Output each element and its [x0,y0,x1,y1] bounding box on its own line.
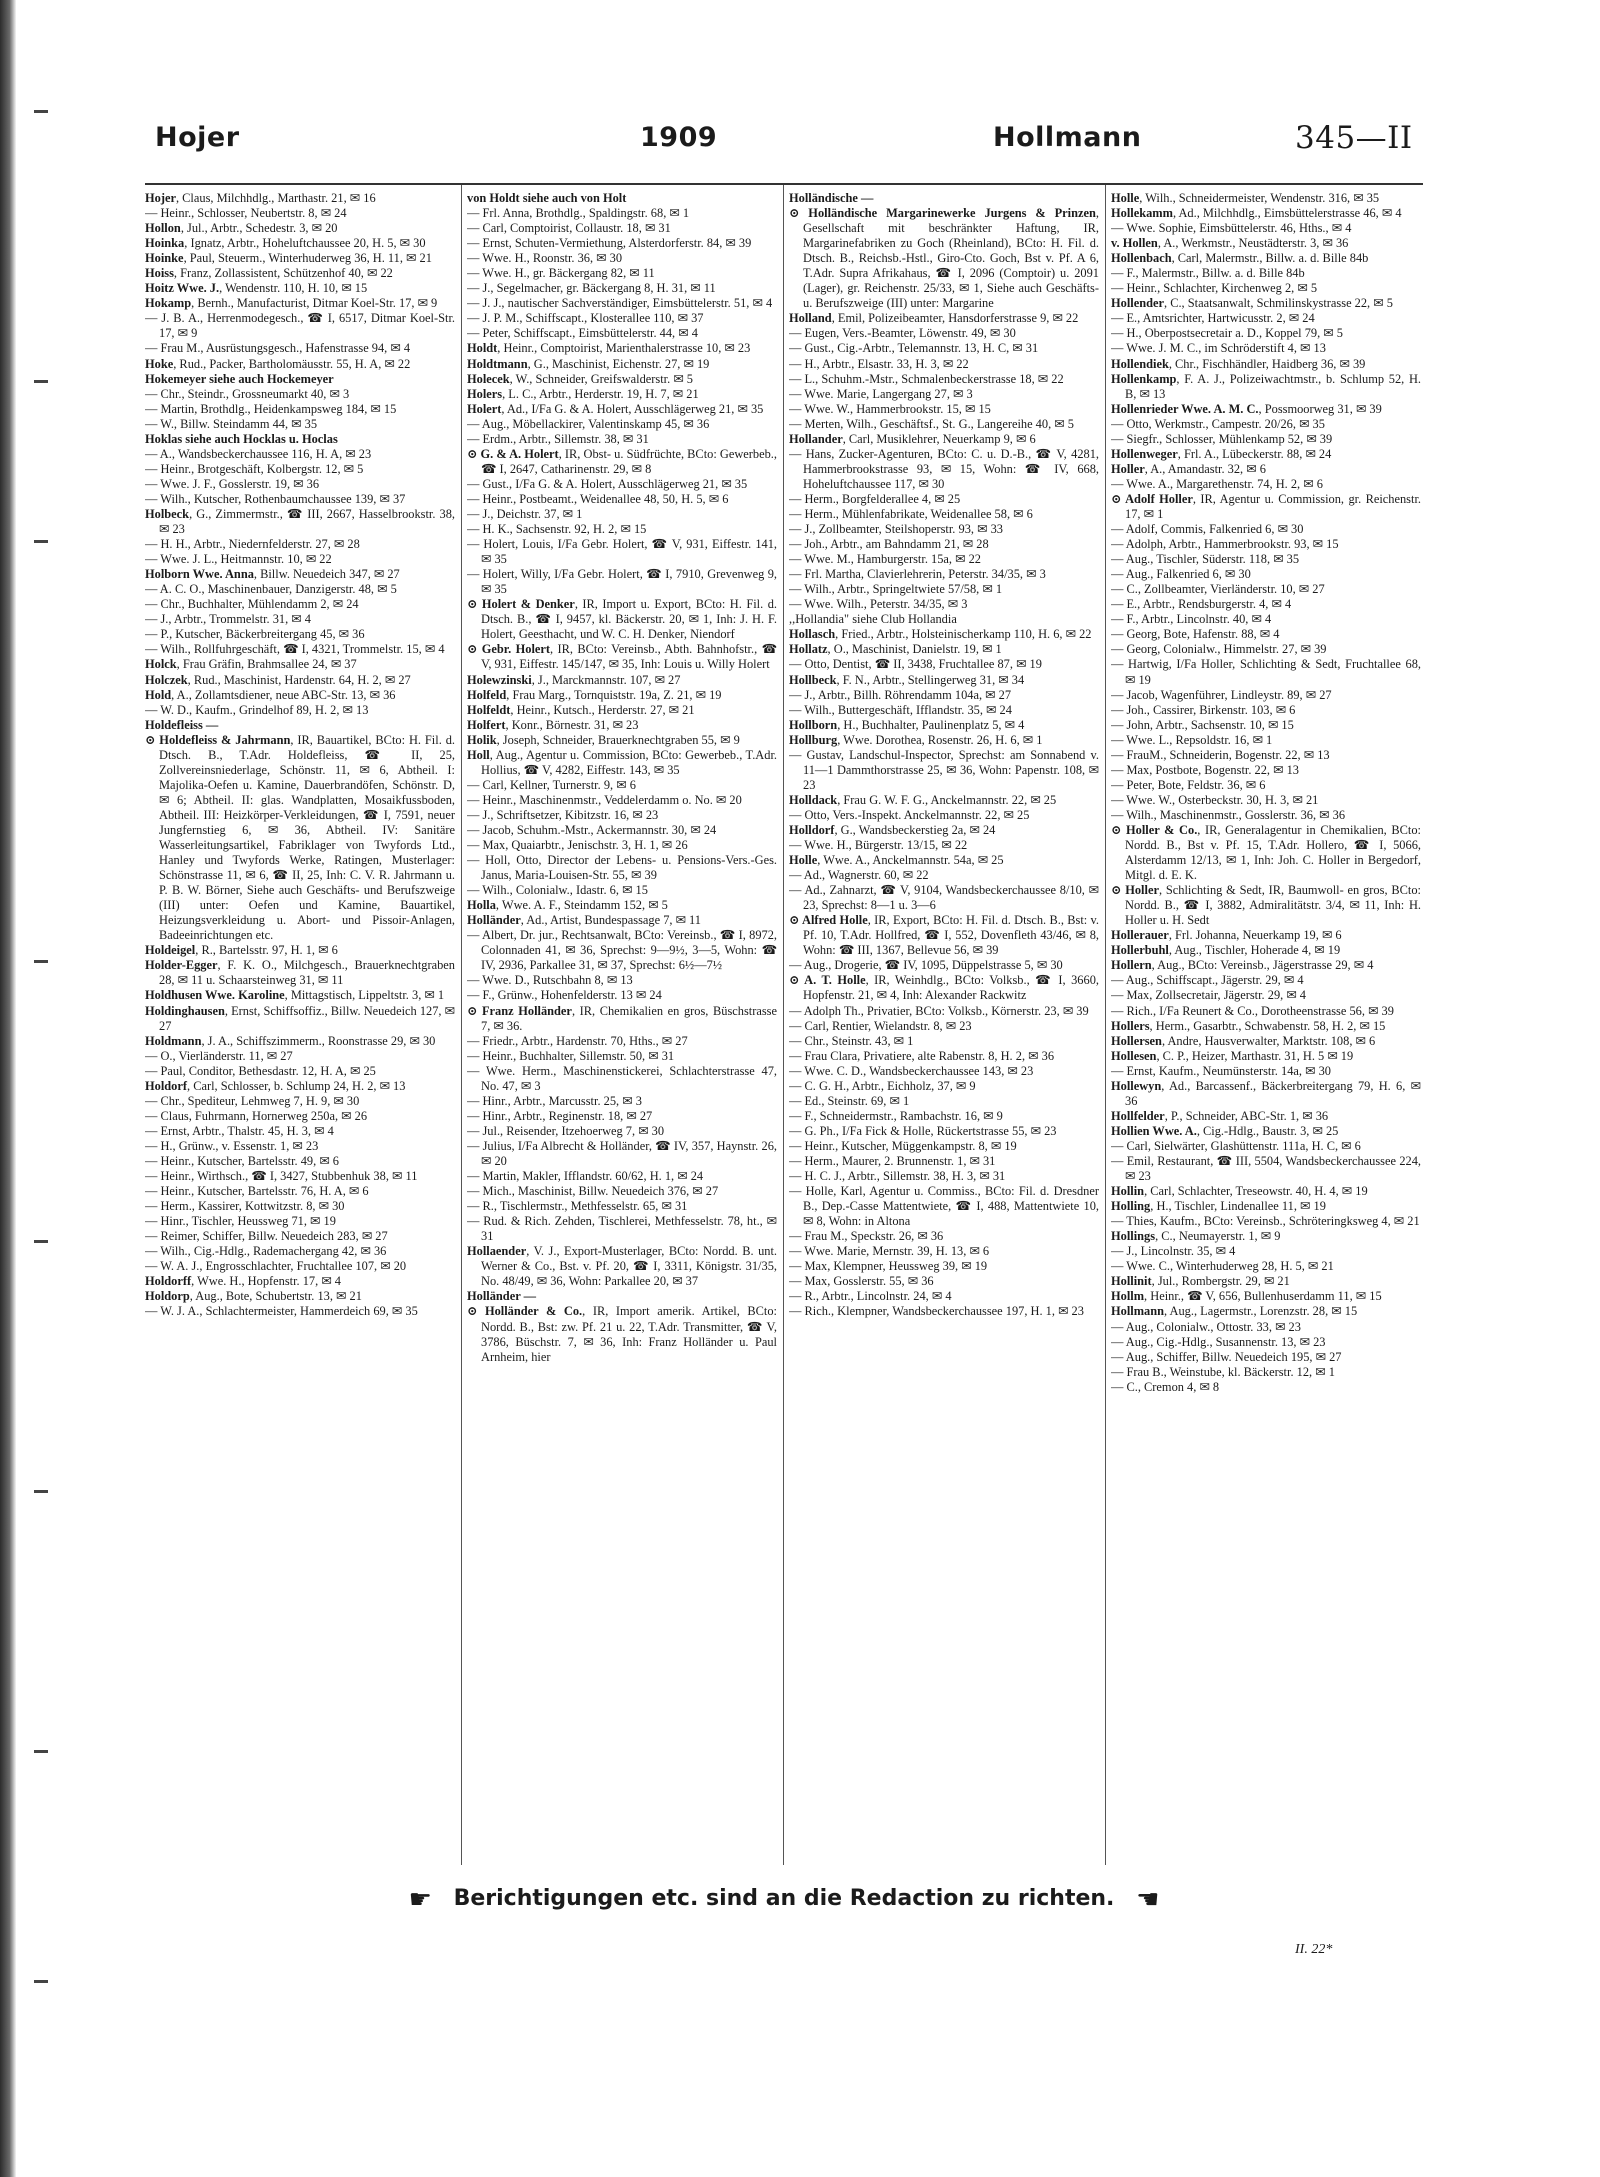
column-divider [783,185,784,1865]
directory-entry: — Holert, Louis, I/Fa Gebr. Holert, ☎ V, 931, Eiffestr. 141, ✉ 35 [467,537,777,567]
directory-entry: — Max, Quaiarbtr., Jenischstr. 3, H. 1, ✉ 26 [467,838,688,853]
directory-entry: ,,Hollandia" siehe Club Hollandia [789,612,957,627]
directory-entry: — Max, Klempner, Heussweg 39, ✉ 19 [789,1259,988,1274]
directory-entry: Holdorf, Carl, Schlosser, b. Schlump 24, H. 2, ✉ 13 [145,1078,406,1093]
directory-entry: — Emil, Restaurant, ☎ III, 5504, Wandsbeckerchaussee 224, ✉ 23 [1111,1154,1421,1184]
directory-entry: — W., Billw. Steindamm 44, ✉ 35 [145,416,318,431]
directory-entry: ⊙ Holler & Co., IR, Generalagentur in Chemikalien, BCto: Nordd. B., Bst v. Pf. 15, T.Adr. Hollero, ☎ I, 5066, Alsterdamm 12/13, ✉ 1, Inh: Joh. C. Holler in Bergedorf, Mitgl. d. E. K. [1111,822,1421,883]
directory-entry: — Aug., Schiffscapt., Jägerstr. 29, ✉ 4 [1111,973,1304,988]
directory-entry: Holfeldt, Heinr., Kutsch., Herderstr. 27, ✉ 21 [467,702,695,717]
directory-entry: — Heinr., Maschinenmstr., Veddelerdamm o. No. ✉ 20 [467,792,742,807]
directory-entry: ⊙ Holler, Schlichting & Sedt, IR, Baumwoll- en gros, BCto: Nordd. B., ☎ I, 3882, Admiralitätstr. 3/4, ✉ 11, Inh: H. Holler u. H. Sedt [1111,883,1421,928]
directory-entry: — Rich., I/Fa Reunert & Co., Dorotheenstrasse 56, ✉ 39 [1111,1003,1394,1018]
directory-entry: — O., Vierländerstr. 11, ✉ 27 [145,1048,293,1063]
directory-entry: — Aug., Schiffer, Billw. Neuedeich 195, ✉ 27 [1111,1349,1342,1364]
directory-entry: — Frl. Anna, Brothdlg., Spaldingstr. 68, ✉ 1 [467,206,690,221]
directory-entry: — Frl. Martha, Clavierlehrerin, Peterstr. 34/35, ✉ 3 [789,567,1046,582]
directory-entry: Holder-Egger, F. K. O., Milchgesch., Brauerknechtgraben 28, ✉ 11 u. Schaarsteinweg 31, ✉ 11 [145,958,455,988]
directory-entry: — J., Segelmacher, gr. Bäckergang 8, H. 31, ✉ 11 [467,281,716,296]
directory-entry: — Wwe. H., Bürgerstr. 13/15, ✉ 22 [789,838,968,853]
printer-signature: II. 22* [1295,1942,1333,1957]
directory-entry: — Herm., Maurer, 2. Brunnenstr. 1, ✉ 31 [789,1154,996,1168]
directory-entry: — Carl, Kellner, Turnerstr. 9, ✉ 6 [467,777,636,792]
directory-entry: Holewzinski, J., Marckmannstr. 107, ✉ 27 [467,672,681,687]
directory-entry: Holdeigel, R., Bartelsstr. 97, H. 1, ✉ 6 [145,943,338,958]
directory-entry: Hollbeck, F. N., Arbtr., Stellingerweg 31, ✉ 34 [789,672,1025,687]
directory-entry: ⊙ Holert & Denker, IR, Import u. Export, BCto: H. Fil. d. Dtsch. B., ☎ I, 9457, kl. Bäckerstr. 20, ✉ 1, Inh: J. H. F. Holert, Geesthacht, und W. C. H. Denker, Niendorf [467,597,777,642]
directory-entry: Holdorp, Aug., Bote, Schubertstr. 13, ✉ 21 [145,1289,362,1304]
column-4 [1111,191,1421,1861]
footer-notice [145,1885,1423,1915]
directory-entry: Holländische — [789,191,874,205]
directory-entry: Holfert, Konr., Börnestr. 31, ✉ 23 [467,717,639,732]
directory-entry: — Wwe. Wilh., Peterstr. 34/35, ✉ 3 [789,597,968,612]
directory-entry: — A., Wandsbeckerchaussee 116, H. A, ✉ 23 [145,446,372,461]
directory-entry: — John, Arbtr., Sachsenstr. 10, ✉ 15 [1111,717,1294,732]
directory-entry: — H., Arbtr., Elsastr. 33, H. 3, ✉ 22 [789,356,969,371]
directory-entry: — W. D., Kaufm., Grindelhof 89, H. 2, ✉ 13 [145,702,369,717]
directory-entry: — Heinr., Kutscher, Bartelsstr. 76, H. A, ✉ 6 [145,1184,369,1199]
directory-entry: ⊙ Franz Holländer, IR, Chemikalien en gros, Büschstrasse 7, ✉ 36. [467,1003,777,1033]
directory-entry: Hollfelder, P., Schneider, ABC-Str. 1, ✉ 36 [1111,1108,1329,1123]
directory-entry: Hollander, Carl, Musiklehrer, Neuerkamp 9, ✉ 6 [789,431,1036,446]
directory-entry: Holland, Emil, Polizeibeamter, Hansdorferstrasse 9, ✉ 22 [789,311,1079,326]
directory-entry: — Wwe. A., Margarethenstr. 74, H. 2, ✉ 6 [1111,476,1323,491]
directory-entry: Hoke, Rud., Packer, Bartholomäusstr. 55, H. A, ✉ 22 [145,356,411,371]
directory-entry: — Claus, Fuhrmann, Hornerweg 250a, ✉ 26 [145,1108,368,1123]
directory-entry: — R., Arbtr., Lincolnstr. 24, ✉ 4 [789,1289,952,1304]
directory-entry: — Wwe. Marie, Mernstr. 39, H. 13, ✉ 6 [789,1244,990,1259]
directory-entry: — Max, Zollsecretair, Jägerstr. 29, ✉ 4 [1111,988,1307,1003]
directory-entry: — Wwe. H., Roonstr. 36, ✉ 30 [467,251,623,266]
directory-entry: Hoitz Wwe. J., Wendenstr. 110, H. 10, ✉ 15 [145,281,368,296]
directory-entry: Hollender, C., Staatsanwalt, Schmilinskystrasse 22, ✉ 5 [1111,296,1393,311]
directory-entry: Hollekamm, Ad., Milchhdlg., Eimsbüttelerstrasse 46, ✉ 4 [1111,206,1402,221]
directory-entry: — Aug., Cig.-Hdlg., Susannenstr. 13, ✉ 23 [1111,1334,1326,1349]
directory-entry: — Hinr., Arbtr., Marcusstr. 25, ✉ 3 [467,1093,642,1108]
directory-entry: — Ernst, Kaufm., Neumünsterstr. 14a, ✉ 30 [1111,1063,1331,1078]
directory-entry: — Gust., Cig.-Arbtr., Telemannstr. 13, H. C, ✉ 31 [789,341,1039,356]
directory-entry: — F., Grünw., Hohenfelderstr. 13 ✉ 24 [467,988,662,1003]
directory-entry: — Heinr., Brotgeschäft, Kolbergstr. 12, ✉ 5 [145,461,364,476]
directory-entry: Hoklas siehe auch Hocklas u. Hoclas [145,431,338,446]
directory-entry: — F., Arbtr., Lincolnstr. 40, ✉ 4 [1111,612,1272,627]
directory-entry: — Aug., Tischler, Süderstr. 118, ✉ 35 [1111,552,1300,567]
directory-entry: Hollings, C., Neumayerstr. 1, ✉ 9 [1111,1229,1281,1244]
directory-entry: — H. H., Arbtr., Niedernfelderstr. 27, ✉ 28 [145,537,360,552]
directory-entry: — Wwe. J. M. C., im Schröderstift 4, ✉ 13 [1111,341,1326,356]
directory-entry: ⊙ Holländer & Co., IR, Import amerik. Artikel, BCto: Nordd. B., Bst: zw. Pf. 21 u. 22, T.Adr. Transmitter, ☎ V, 3786, Büschstr. 7, ✉ 36, Inh: Franz Holländer u. Paul Arnheim, hier [467,1304,777,1364]
directory-entry: ⊙ Holdefleiss & Jahrmann, IR, Bauartikel, BCto: H. Fil. d. Dtsch. B., T.Adr. Holdefleiss, ☎ II, 25, Zollvereinsniederlage, Schönstr. 11, ✉ 6, Abtheil. I: Majolika-Oefen u. Kamine, Dauerbrandöfen, Schönstr. D, ✉ 6; Abtheil. II: glas. Wandplatten, Mosaikfussboden, Abtheil. III: Heizkörper-Verkleidungen, ☎ I, 7591, neuer Jungfernstieg 6, ✉ 36, Abtheil. IV: Sanitäre Wasserleitungsartikel, Fabriklager von Twyfords Ltd., Hanley und Twyfords Werke, Ratingen, Musterlager: Schönstrasse 11, ✉ 6, ☎ II, 25, Inh: C. V. R. Jahrmann u. P. B. W. Börner, Siehe auch Geschäfts- und Berufszweige (III) unter: Oefen und Kamine, Bauartikel, Heizungsverkleidung u. Abort- und Pissoir-Anlagen, Badeeinrichtungen etc. [145,732,455,943]
directory-entry: Holdt, Heinr., Comptoirist, Marienthalerstrasse 10, ✉ 23 [467,341,751,356]
directory-entry: — Georg, Bote, Hafenstr. 88, ✉ 4 [1111,627,1280,642]
directory-entry: — Holl, Otto, Director der Lebens- u. Pensions-Vers.-Ges. Janus, Maria-Louisen-Str. 55, ✉ 39 [467,853,777,883]
directory-entry: — Ad., Zahnarzt, ☎ V, 9104, Wandsbeckerchaussee 8/10, ✉ 23, Sprechst: 8—1 u. 3—6 [789,883,1099,913]
directory-entry: — Wwe. C., Winterhuderweg 28, H. 5, ✉ 21 [1111,1259,1334,1274]
scan-edge [0,0,16,2177]
directory-entry: — F., Malermstr., Billw. a. d. Bille 84b [1111,266,1305,281]
column-divider [1105,185,1106,1865]
directory-entry: — Otto, Vers.-Inspekt. Anckelmannstr. 22, ✉ 25 [789,807,1030,822]
directory-entry: Hollendiek, Chr., Fischhändler, Haidberg 36, ✉ 39 [1111,356,1366,371]
directory-entry: — Wilh., Rollfuhrgeschäft, ☎ I, 4321, Trommelstr. 15, ✉ 4 [145,642,445,657]
directory-entry: Holecek, W., Schneider, Greifswalderstr. ✉ 5 [467,371,693,386]
directory-entry: — Chr., Steinstr. 43, ✉ 1 [789,1033,914,1048]
directory-entry: Holers, L. C., Arbtr., Herderstr. 19, H. 7, ✉ 21 [467,386,699,401]
directory-entry: Hokemeyer siehe auch Hockemeyer [145,371,334,386]
pointing-hand-left-icon: ☚ [1136,1885,1160,1915]
directory-entry: — Wilh., Buttergeschäft, Ifflandstr. 35, ✉ 24 [789,702,1012,717]
directory-entry: — Heinr., Wirthsch., ☎ I, 3427, Stubbenhuk 38, ✉ 11 [145,1169,418,1184]
directory-entry: — F., Schneidermstr., Rambachstr. 16, ✉ 9 [789,1108,1003,1123]
directory-entry: Holler, A., Amandastr. 32, ✉ 6 [1111,461,1266,476]
directory-entry: Hollenkamp, F. A. J., Polizeiwachtmstr., b. Schlump 52, H. B, ✉ 13 [1111,371,1421,401]
directory-entry: — Martin, Makler, Ifflandstr. 60/62, H. 1, ✉ 24 [467,1169,704,1184]
directory-entry: — Wwe. Sophie, Eimsbüttelerstr. 46, Hths., ✉ 4 [1111,221,1352,236]
directory-entry: — J., Lincolnstr. 35, ✉ 4 [1111,1244,1236,1259]
directory-entry: — Carl, Sielwärter, Glashüttenstr. 111a, H. C, ✉ 6 [1111,1138,1361,1153]
directory-entry: — Ernst, Schuten-Vermiethung, Alsterdorferstr. 84, ✉ 39 [467,236,752,251]
directory-entry: — Carl, Rentier, Wielandstr. 8, ✉ 23 [789,1018,972,1033]
directory-entry: Holert, Ad., I/Fa G. & A. Holert, Ausschlägerweg 21, ✉ 35 [467,401,764,416]
directory-entry: — Frau M., Speckstr. 26, ✉ 36 [789,1229,944,1244]
directory-entry: Holländer — [467,1289,536,1304]
directory-entry: Hollaender, V. J., Export-Musterlager, BCto: Nordd. B. unt. Werner & Co., Bst. v. Pf. 20, ☎ I, 3311, Königstr. 31/35, No. 48/49, ✉ 36, Wohn: Parkallee 20, ✉ 37 [467,1244,777,1289]
directory-entry: — Wilh., Cig.-Hdlg., Rademachergang 42, ✉ 36 [145,1244,387,1259]
directory-entry: — Gust., I/Fa G. & A. Holert, Ausschlägerweg 21, ✉ 35 [467,476,748,491]
directory-entry: — Joh., Arbtr., am Bahndamm 21, ✉ 28 [789,537,989,552]
directory-entry: — Wwe. Marie, Langergang 27, ✉ 3 [789,386,973,401]
directory-entry: — Wwe. M., Hamburgerstr. 15a, ✉ 22 [789,552,981,567]
directory-entry: — Rich., Klempner, Wandsbeckerchaussee 197, H. 1, ✉ 23 [789,1304,1084,1319]
directory-entry: ⊙ G. & A. Holert, IR, Obst- u. Südfrüchte, BCto: Gewerbeb., ☎ I, 2647, Catharinenstr. 29, ✉ 8 [467,446,777,476]
directory-entry: Hollesen, C. P., Heizer, Marthastr. 31, H. 5 ✉ 19 [1111,1048,1354,1063]
directory-entry: — R., Tischlermstr., Methfesselstr. 65, ✉ 31 [467,1199,688,1214]
directory-entry: — J. P. M., Schiffscapt., Klosterallee 110, ✉ 37 [467,311,704,326]
directory-entry: Hollburg, Wwe. Dorothea, Rosenstr. 26, H. 6, ✉ 1 [789,732,1043,747]
directory-entry: — H. K., Sachsenstr. 92, H. 2, ✉ 15 [467,522,647,537]
directory-entry: — Wwe. H., gr. Bäckergang 82, ✉ 11 [467,266,655,281]
directory-entry: — L., Schuhm.-Mstr., Schmalenbeckerstrasse 18, ✉ 22 [789,371,1064,386]
directory-entry: ⊙ Alfred Holle, IR, Export, BCto: H. Fil. d. Dtsch. B., Bst: v. Pf. 10, T.Adr. Hollfred, ☎ I, 552, Dovenfleth 43/46, ✉ 8, Wohn: ☎ III, 1367, Bellevue 56, ✉ 39 [789,913,1099,958]
directory-page [145,110,1525,2070]
directory-entry: — Heinr., Postbeamt., Weidenallee 48, 50, H. 5, ✉ 6 [467,491,729,506]
directory-entry: — Holle, Karl, Agentur u. Commiss., BCto: Fil. d. Dresdner B., Dep.-Casse Mattentwiete, ☎ I, 488, Mattentwiete 10, ✉ 8, Wohn: in Altona [789,1184,1099,1229]
directory-entry: — Chr., Spediteur, Lehmweg 7, H. 9, ✉ 30 [145,1093,360,1108]
directory-entry: Hollerbuhl, Aug., Tischler, Hoherade 4, ✉ 19 [1111,943,1341,958]
directory-entry: Holldorf, G., Wandsbeckerstieg 2a, ✉ 24 [789,822,996,837]
directory-entry: — Aug., Falkenried 6, ✉ 30 [1111,567,1251,582]
column-3 [789,191,1099,1861]
directory-entry: Holdtmann, G., Maschinist, Eichenstr. 27, ✉ 19 [467,356,710,371]
directory-entry: — Herm., Borgfelderallee 4, ✉ 25 [789,491,961,506]
directory-entry: — Rud. & Rich. Zehden, Tischlerei, Methfesselstr. 78, ht., ✉ 31 [467,1214,777,1244]
directory-entry: — H., Grünw., v. Essenstr. 1, ✉ 23 [145,1138,319,1153]
directory-entry: — Paul, Conditor, Bethesdastr. 12, H. A, ✉ 25 [145,1063,376,1078]
directory-entry: Hollenrieder Wwe. A. M. C., Possmoorweg 31, ✉ 39 [1111,401,1382,416]
directory-entry: Hollatz, O., Maschinist, Danielstr. 19, ✉ 1 [789,642,1002,657]
directory-entry: — Aug., Möbellackirer, Valentinskamp 45, ✉ 36 [467,416,710,431]
directory-entry: — Heinr., Schlosser, Neubertstr. 8, ✉ 24 [145,206,347,221]
directory-entry: — Jul., Reisender, Itzehoerweg 7, ✉ 30 [467,1123,665,1138]
directory-entry: Hollerauer, Frl. Johanna, Neuerkamp 19, ✉ 6 [1111,928,1342,943]
column-1 [145,191,455,1861]
directory-entry: Hollenbach, Carl, Malermstr., Billw. a. d. Bille 84b [1111,251,1369,266]
directory-entry: Hollien Wwe. A., Cig.-Hdlg., Baustr. 3, ✉ 25 [1111,1123,1339,1138]
directory-entry: — Carl, Comptoirist, Collaustr. 18, ✉ 31 [467,221,671,236]
directory-entry: — Wilh., Arbtr., Springeltwiete 57/58, ✉ 1 [789,582,1003,597]
directory-entry: — Wwe. W., Osterbeckstr. 30, H. 3, ✉ 21 [1111,792,1319,807]
directory-entry: — Herm., Kassirer, Kottwitzstr. 8, ✉ 30 [145,1199,345,1214]
directory-entry: Hokamp, Bernh., Manufacturist, Ditmar Koel-Str. 17, ✉ 9 [145,296,438,311]
directory-entry: — Ernst, Arbtr., Thalstr. 45, H. 3, ✉ 4 [145,1123,334,1138]
directory-entry: — Wilh., Kutscher, Rothenbaumchaussee 139, ✉ 37 [145,491,406,506]
directory-entry: — Frau Clara, Privatiere, alte Rabenstr. 8, H. 2, ✉ 36 [789,1048,1055,1063]
directory-entry: Hojer, Claus, Milchhdlg., Marthastr. 21, ✉ 16 [145,191,376,205]
directory-entry: — C. G. H., Arbtr., Eichholz, 37, ✉ 9 [789,1078,976,1093]
directory-entry: Holle, Wwe. A., Anckelmannstr. 54a, ✉ 25 [789,853,1004,868]
directory-entry: — Wwe. J. F., Gosslerstr. 19, ✉ 36 [145,476,320,491]
directory-entry: — Adolph, Arbtr., Hammerbrookstr. 93, ✉ 15 [1111,537,1339,552]
directory-entry: Holfeld, Frau Marg., Tornquiststr. 19a, Z. 21, ✉ 19 [467,687,722,702]
directory-columns [145,183,1423,1865]
directory-entry: Hold, A., Zollamtsdiener, neue ABC-Str. 13, ✉ 36 [145,687,396,702]
directory-entry: — Eugen, Vers.-Beamter, Löwenstr. 49, ✉ 30 [789,326,1016,341]
directory-entry: — Merten, Wilh., Geschäftsf., St. G., Langereihe 40, ✉ 5 [789,416,1074,431]
directory-entry: Holländer, Ad., Artist, Bundespassage 7, ✉ 11 [467,913,701,928]
header-year: 1909 [640,122,718,153]
directory-entry: Holik, Joseph, Schneider, Brauerknechtgraben 55, ✉ 9 [467,732,740,747]
directory-entry: — Otto, Werkmstr., Campestr. 20/26, ✉ 35 [1111,416,1325,431]
directory-entry: Holdmann, J. A., Schiffszimmerm., Roonstrasse 29, ✉ 30 [145,1033,436,1048]
directory-entry: — W. J. A., Schlachtermeister, Hammerdeich 69, ✉ 35 [145,1304,418,1319]
directory-entry: — A. C. O., Maschinenbauer, Danzigerstr. 48, ✉ 5 [145,582,397,597]
directory-entry: Holla, Wwe. A. F., Steindamm 152, ✉ 5 [467,898,668,913]
directory-entry: — Hinr., Tischler, Heussweg 71, ✉ 19 [145,1214,336,1229]
directory-entry: — Chr., Steindr., Grossneumarkt 40, ✉ 3 [145,386,350,401]
directory-entry: — Adolph Th., Privatier, BCto: Volksb., Körnerstr. 23, ✉ 39 [789,1003,1089,1018]
header-first-entry: Hojer [155,122,240,153]
directory-entry: — E., Amtsrichter, Hartwicusstr. 2, ✉ 24 [1111,311,1315,326]
directory-entry: — Wilh., Colonialw., Idastr. 6, ✉ 15 [467,883,648,898]
directory-entry: — Heinr., Kutscher, Müggenkampstr. 8, ✉ 19 [789,1138,1017,1153]
directory-entry: v. Hollen, A., Werkmstr., Neustädterstr. 3, ✉ 36 [1111,236,1349,251]
page-header [145,110,1413,180]
directory-entry: Hollenweger, Frl. A., Lübeckerstr. 88, ✉ 24 [1111,446,1332,461]
directory-entry: — Wwe. J. L., Heitmannstr. 10, ✉ 22 [145,552,332,567]
directory-entry: — Albert, Dr. jur., Rechtsanwalt, BCto: Vereinsb., ☎ I, 8972, Colonnaden 41, ✉ 36, Sprechst: 9—9½, 3—5, Wohn: ☎ IV, 2936, Parkallee 31, ✉ 37, Sprechst: 6½—7½ [467,928,777,973]
directory-entry: — Heinr., Kutscher, Bartelsstr. 49, ✉ 6 [145,1154,339,1168]
column-2 [467,191,777,1861]
directory-entry: — Martin, Brothdlg., Heidenkampsweg 184, ✉ 15 [145,401,397,416]
directory-entry: Hollon, Jul., Arbtr., Schedestr. 3, ✉ 20 [145,221,338,236]
directory-entry: Holl, Aug., Agentur u. Commission, BCto: Gewerbeb., T.Adr. Hollius, ☎ V, 4282, Eiffestr. 143, ✉ 35 [467,747,777,777]
directory-entry: — Herm., Mühlenfabrikate, Weidenallee 58, ✉ 6 [789,506,1033,521]
directory-entry: — Adolf, Commis, Falkenried 6, ✉ 30 [1111,522,1304,537]
directory-entry: — Ed., Steinstr. 69, ✉ 1 [789,1093,910,1108]
directory-entry: — Reimer, Schiffer, Billw. Neuedeich 283, ✉ 27 [145,1229,388,1244]
directory-entry: Hollborn, H., Buchhalter, Paulinenplatz 5, ✉ 4 [789,717,1025,732]
directory-entry: — Frau M., Ausrüstungsgesch., Hafenstrasse 94, ✉ 4 [145,341,411,356]
directory-entry: — P., Kutscher, Bäckerbreitergang 45, ✉ 36 [145,627,365,642]
directory-entry: Holling, H., Tischler, Lindenallee 11, ✉ 19 [1111,1199,1326,1214]
directory-entry: Holborn Wwe. Anna, Billw. Neuedeich 347, ✉ 27 [145,567,400,582]
directory-entry: — G. Ph., I/Fa Fick & Holle, Rückertstrasse 55, ✉ 23 [789,1123,1057,1138]
directory-entry: — Georg, Colonialw., Himmelstr. 27, ✉ 39 [1111,642,1327,657]
directory-entry: — Gustav, Landschul-Inspector, Sprechst: am Sonnabend v. 11—1 Dammthorstrasse 25, ✉ 36, Wohn: Papenstr. 108, ✉ 23 [789,747,1099,792]
header-last-entry: Hollmann [993,122,1142,153]
directory-entry: Holczek, Rud., Maschinist, Hardenstr. 64, H. 2, ✉ 27 [145,672,411,687]
directory-entry: — J., Deichstr. 37, ✉ 1 [467,506,583,521]
directory-entry: — Jacob, Schuhm.-Mstr., Ackermannstr. 30, ✉ 24 [467,822,717,837]
directory-entry: — Max, Postbote, Bogenstr. 22, ✉ 13 [1111,762,1299,777]
directory-entry: — Hans, Zucker-Agenturen, BCto: C. u. D.-B., ☎ V, 4281, Hammerbrookstrasse 93, ✉ 15, Wohn: ☎ IV, 668, Hoheluftchaussee 117, ✉ 30 [789,446,1099,491]
directory-entry: — Siegfr., Schlosser, Mühlenkamp 52, ✉ 39 [1111,431,1333,446]
directory-entry: Hollewyn, Ad., Barcassenf., Bäckerbreitergang 79, H. 6, ✉ 36 [1111,1078,1421,1108]
directory-entry: — Hinr., Arbtr., Reginenstr. 18, ✉ 27 [467,1108,653,1123]
directory-entry: — Mich., Maschinist, Billw. Neuedeich 376, ✉ 27 [467,1184,719,1199]
directory-entry: Hollmann, Aug., Lagermstr., Lorenzstr. 28, ✉ 15 [1111,1304,1358,1319]
directory-entry: — Chr., Buchhalter, Mühlendamm 2, ✉ 24 [145,597,359,612]
directory-entry: — Wwe. W., Hammerbrookstr. 15, ✉ 15 [789,401,991,416]
directory-entry: — Peter, Bote, Feldstr. 36, ✉ 6 [1111,777,1266,792]
directory-entry: — C., Cremon 4, ✉ 8 [1111,1379,1220,1394]
directory-entry: — Friedr., Arbtr., Hardenstr. 70, Hths., ✉ 27 [467,1033,688,1048]
directory-entry: — Thies, Kaufm., BCto: Vereinsb., Schröteringksweg 4, ✉ 21 [1111,1214,1420,1229]
directory-entry: Holldack, Frau G. W. F. G., Anckelmannstr. 22, ✉ 25 [789,792,1057,807]
directory-entry: ⊙ A. T. Holle, IR, Weinhdlg., BCto: Volksb., ☎ I, 3660, Hopfenstr. 21, ✉ 4, Inh: Alexander Rackwitz [789,973,1099,1003]
directory-entry: — E., Arbtr., Rendsburgerstr. 4, ✉ 4 [1111,597,1292,612]
directory-entry: Holdefleiss — [145,717,219,732]
directory-entry: — J., Arbtr., Trommelstr. 31, ✉ 4 [145,612,311,627]
directory-entry: — Max, Gosslerstr. 55, ✉ 36 [789,1274,934,1289]
directory-entry: Hoinka, Ignatz, Arbtr., Hoheluftchaussee 20, H. 5, ✉ 30 [145,236,426,251]
directory-entry: Holdhusen Wwe. Karoline, Mittagstisch, Lippeltstr. 3, ✉ 1 [145,988,445,1003]
directory-entry: — Julius, I/Fa Albrecht & Holländer, ☎ IV, 357, Haynstr. 26, ✉ 20 [467,1138,777,1168]
directory-entry: — Peter, Schiffscapt., Eimsbüttelerstr. 44, ✉ 4 [467,326,698,341]
directory-entry: — Otto, Dentist, ☎ II, 3438, Fruchtallee 87, ✉ 19 [789,657,1042,672]
directory-entry: — J. B. A., Herrenmodegesch., ☎ I, 6517, Ditmar Koel-Str. 17, ✉ 9 [145,311,455,341]
directory-entry: Hollinit, Jul., Rombergstr. 29, ✉ 21 [1111,1274,1290,1289]
directory-entry: Holck, Frau Gräfin, Brahmsallee 24, ✉ 37 [145,657,357,672]
directory-entry: — FrauM., Schneiderin, Bogenstr. 22, ✉ 13 [1111,747,1330,762]
directory-entry: — J. J., nautischer Sachverständiger, Eimsbüttelerstr. 51, ✉ 4 [467,296,773,311]
directory-entry: — J., Zollbeamter, Steilshoperstr. 93, ✉ 33 [789,522,1003,537]
directory-entry: Hollersen, Andre, Hausverwalter, Marktstr. 108, ✉ 6 [1111,1033,1376,1048]
column-divider [461,185,462,1865]
directory-entry: — Wwe. D., Rutschbahn 8, ✉ 13 [467,973,633,988]
directory-entry: — Wwe. L., Repsoldstr. 16, ✉ 1 [1111,732,1273,747]
directory-entry: — Aug., Drogerie, ☎ IV, 1095, Düppelstrasse 5, ✉ 30 [789,958,1063,973]
directory-entry: — Wwe. Herm., Maschinenstickerei, Schlachterstrasse 47, No. 47, ✉ 3 [467,1063,777,1093]
directory-entry: Holdinghausen, Ernst, Schiffsoffiz., Billw. Neuedeich 127, ✉ 27 [145,1003,455,1033]
directory-entry: Hollasch, Fried., Arbtr., Holsteinischerkamp 110, H. 6, ✉ 22 [789,627,1092,642]
directory-entry: — Jacob, Wagenführer, Lindleystr. 89, ✉ 27 [1111,687,1332,702]
directory-entry: — Erdm., Arbtr., Sillemstr. 38, ✉ 31 [467,431,649,446]
directory-entry: ⊙ Holländische Margarinewerke Jurgens & Prinzen, Gesellschaft mit beschränkter Haftung, IR, Margarinefabriken zu Goch (Rheinland), BCto: H. Fil. d. Dtsch. B., Reichsb.-Hstl., Giro-Cto. Goch, Bst v. Pf. A 6, T.Adr. Supra Afrikahaus, ☎ I, 2096 (Comptoir) u. 2091 (Lager), gr. Reichenstr. 25/33, ✉ 1, Siehe auch Geschäfts- u. Berufszweige (III) unter: Margarine [789,206,1099,311]
directory-entry: — Frau B., Weinstube, kl. Bäckerstr. 12, ✉ 1 [1111,1364,1335,1379]
directory-entry: Hoiss, Franz, Zollassistent, Schützenhof 40, ✉ 22 [145,266,393,281]
directory-entry: — Hartwig, I/Fa Holler, Schlichting & Sedt, Fruchtallee 68, ✉ 19 [1111,657,1421,687]
directory-entry: Hollm, Heinr., ☎ V, 656, Bullenhuserdamm 11, ✉ 15 [1111,1289,1382,1304]
pointing-hand-right-icon: ☛ [408,1885,432,1915]
directory-entry: — Ad., Wagnerstr. 60, ✉ 22 [789,868,929,883]
binding-marks [30,100,50,2000]
directory-entry: — H. C. J., Arbtr., Sillemstr. 38, H. 3, ✉ 31 [789,1169,1006,1184]
directory-entry: ⊙ Gebr. Holert, IR, BCto: Vereinsb., Abth. Bahnhofstr., ☎ V, 931, Eiffestr. 145/147, ✉ 35, Inh: Louis u. Willy Holert [467,642,777,672]
page-number: 345—II [1295,120,1413,156]
directory-entry: Holle, Wilh., Schneidermeister, Wendenstr. 316, ✉ 35 [1111,191,1380,205]
directory-entry: — Holert, Willy, I/Fa Gebr. Holert, ☎ I, 7910, Grevenweg 9, ✉ 35 [467,567,777,597]
directory-entry: Hoinke, Paul, Steuerm., Winterhuderweg 36, H. 11, ✉ 21 [145,251,432,266]
directory-entry: — W. A. J., Engrosschlachter, Fruchtallee 107, ✉ 20 [145,1259,407,1274]
directory-entry: — Heinr., Buchhalter, Sillemstr. 50, ✉ 31 [467,1048,675,1063]
directory-entry: — C., Zollbeamter, Vierländerstr. 10, ✉ 27 [1111,582,1325,597]
directory-entry: Holbeck, G., Zimmermstr., ☎ III, 2667, Hasselbrookstr. 38, ✉ 23 [145,506,455,537]
directory-entry: Holdorff, Wwe. H., Hopfenstr. 17, ✉ 4 [145,1274,341,1289]
directory-entry: — Joh., Cassirer, Birkenstr. 103, ✉ 6 [1111,702,1296,717]
directory-entry: — Heinr., Schlachter, Kirchenweg 2, ✉ 5 [1111,281,1318,296]
directory-entry: — H., Oberpostsecretair a. D., Koppel 79, ✉ 5 [1111,326,1343,341]
footer-text: Berichtigungen etc. sind an die Redaction zu richten. [453,1886,1115,1911]
directory-entry: — J., Schriftsetzer, Kibitzstr. 16, ✉ 23 [467,807,659,822]
directory-entry: von Holdt siehe auch von Holt [467,191,627,205]
directory-entry: Hollern, Aug., BCto: Vereinsb., Jägerstrasse 29, ✉ 4 [1111,958,1374,973]
directory-entry: — Aug., Colonialw., Ottostr. 33, ✉ 23 [1111,1319,1301,1334]
directory-entry: — Wwe. C. D., Wandsbeckerchaussee 143, ✉ 23 [789,1063,1034,1078]
directory-entry: Hollers, Herm., Gasarbtr., Schwabenstr. 58, H. 2, ✉ 15 [1111,1018,1386,1033]
directory-entry: — Wilh., Maschinenmstr., Gosslerstr. 36, ✉ 36 [1111,807,1346,822]
directory-entry: ⊙ Adolf Holler, IR, Agentur u. Commission, gr. Reichenstr. 17, ✉ 1 [1111,491,1421,521]
directory-entry: Hollin, Carl, Schlachter, Treseowstr. 40, H. 4, ✉ 19 [1111,1184,1368,1199]
directory-entry: — J., Arbtr., Billh. Röhrendamm 104a, ✉ 27 [789,687,1012,702]
